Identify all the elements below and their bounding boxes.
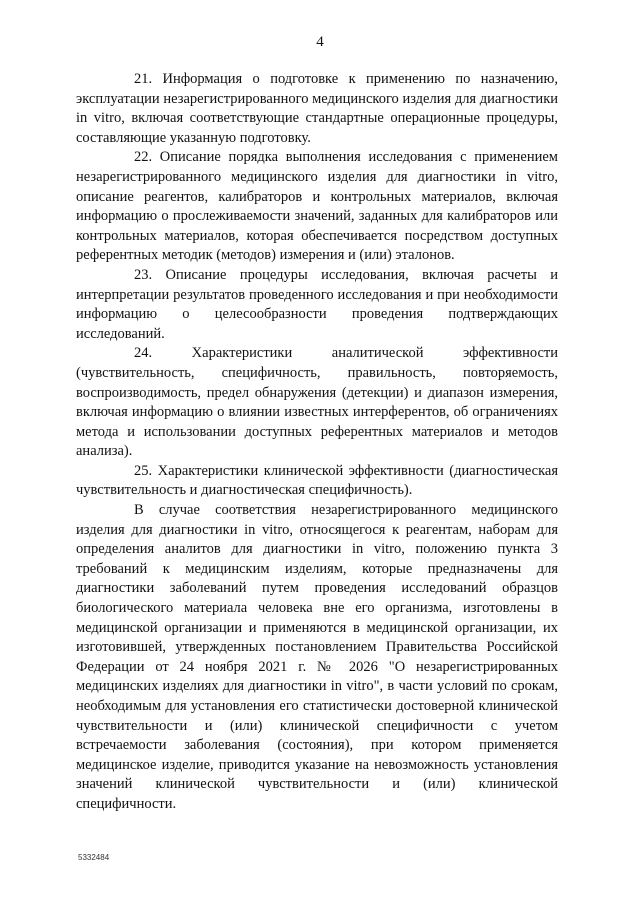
paragraph-24: 24. Характеристики аналитической эффективности (чувствительность, специфичность, правильность, повторяемость, воспроизводимость, предел обнаружения (детекции) и диапазон измерения, включая информацию о влиянии известных интерферентов, об ограничениях метода и использовании доступных референтных материалов и методов анализа). <box>76 345 558 460</box>
paragraph-22: 22. Описание порядка выполнения исследования с применением незарегистрированного медицинского изделия для диагностики in vitro, описание реагентов, калибраторов и контрольных материалов, включая информацию о прослеживаемости значений, заданных для калибраторов или контрольных материалов, которая обеспечивается посредством доступных референтных методик (методов) измерения и (или) эталонов. <box>76 149 558 264</box>
paragraph-25: 25. Характеристики клинической эффективности (диагностическая чувствительность и диагностическая специфичность). <box>76 462 558 499</box>
paragraph-21: 21. Информация о подготовке к применению по назначению, эксплуатации незарегистрированного медицинского изделия для диагностики in vitro, включая соответствующие стандартные операционные процедуры, составляющие указанную подготовку. <box>76 71 558 146</box>
page-number: 4 <box>316 34 324 50</box>
paragraph-note: В случае соответствия незарегистрированного медицинского изделия для диагностики in vitro, относящегося к реагентам, наборам для определения аналитов для диагностики in vitro, положению пункта 3 требований к медицинским изделиям, которые предназначены для диагностики заболеваний путем проведения исследований образцов биологического материала человека вне его организма, изготовлены в медицинской организации и применяются в медицинской организации, их изготовившей, утвержденных постановлением Правительства Российской Федерации от 24 ноября 2021 г. № 2026 "О незарегистрированных медицинских изделиях для диагностики in vitro", в части условий по срокам, необходимым для установления его статистически достоверной клинической чувствительности и (или) клинической специфичности с учетом встречаемости заболевания (состояния), при котором применяется медицинское изделие, приводится указание на невозможность установления значений клинической чувствительности и (или) клинической специфичности. <box>76 502 558 812</box>
document-code: 5332484 <box>78 853 110 862</box>
document-body <box>76 70 558 815</box>
paragraph-23: 23. Описание процедуры исследования, включая расчеты и интерпретации результатов проведенного исследования и при необходимости информацию о целесообразности проведения подтверждающих исследований. <box>76 266 558 342</box>
